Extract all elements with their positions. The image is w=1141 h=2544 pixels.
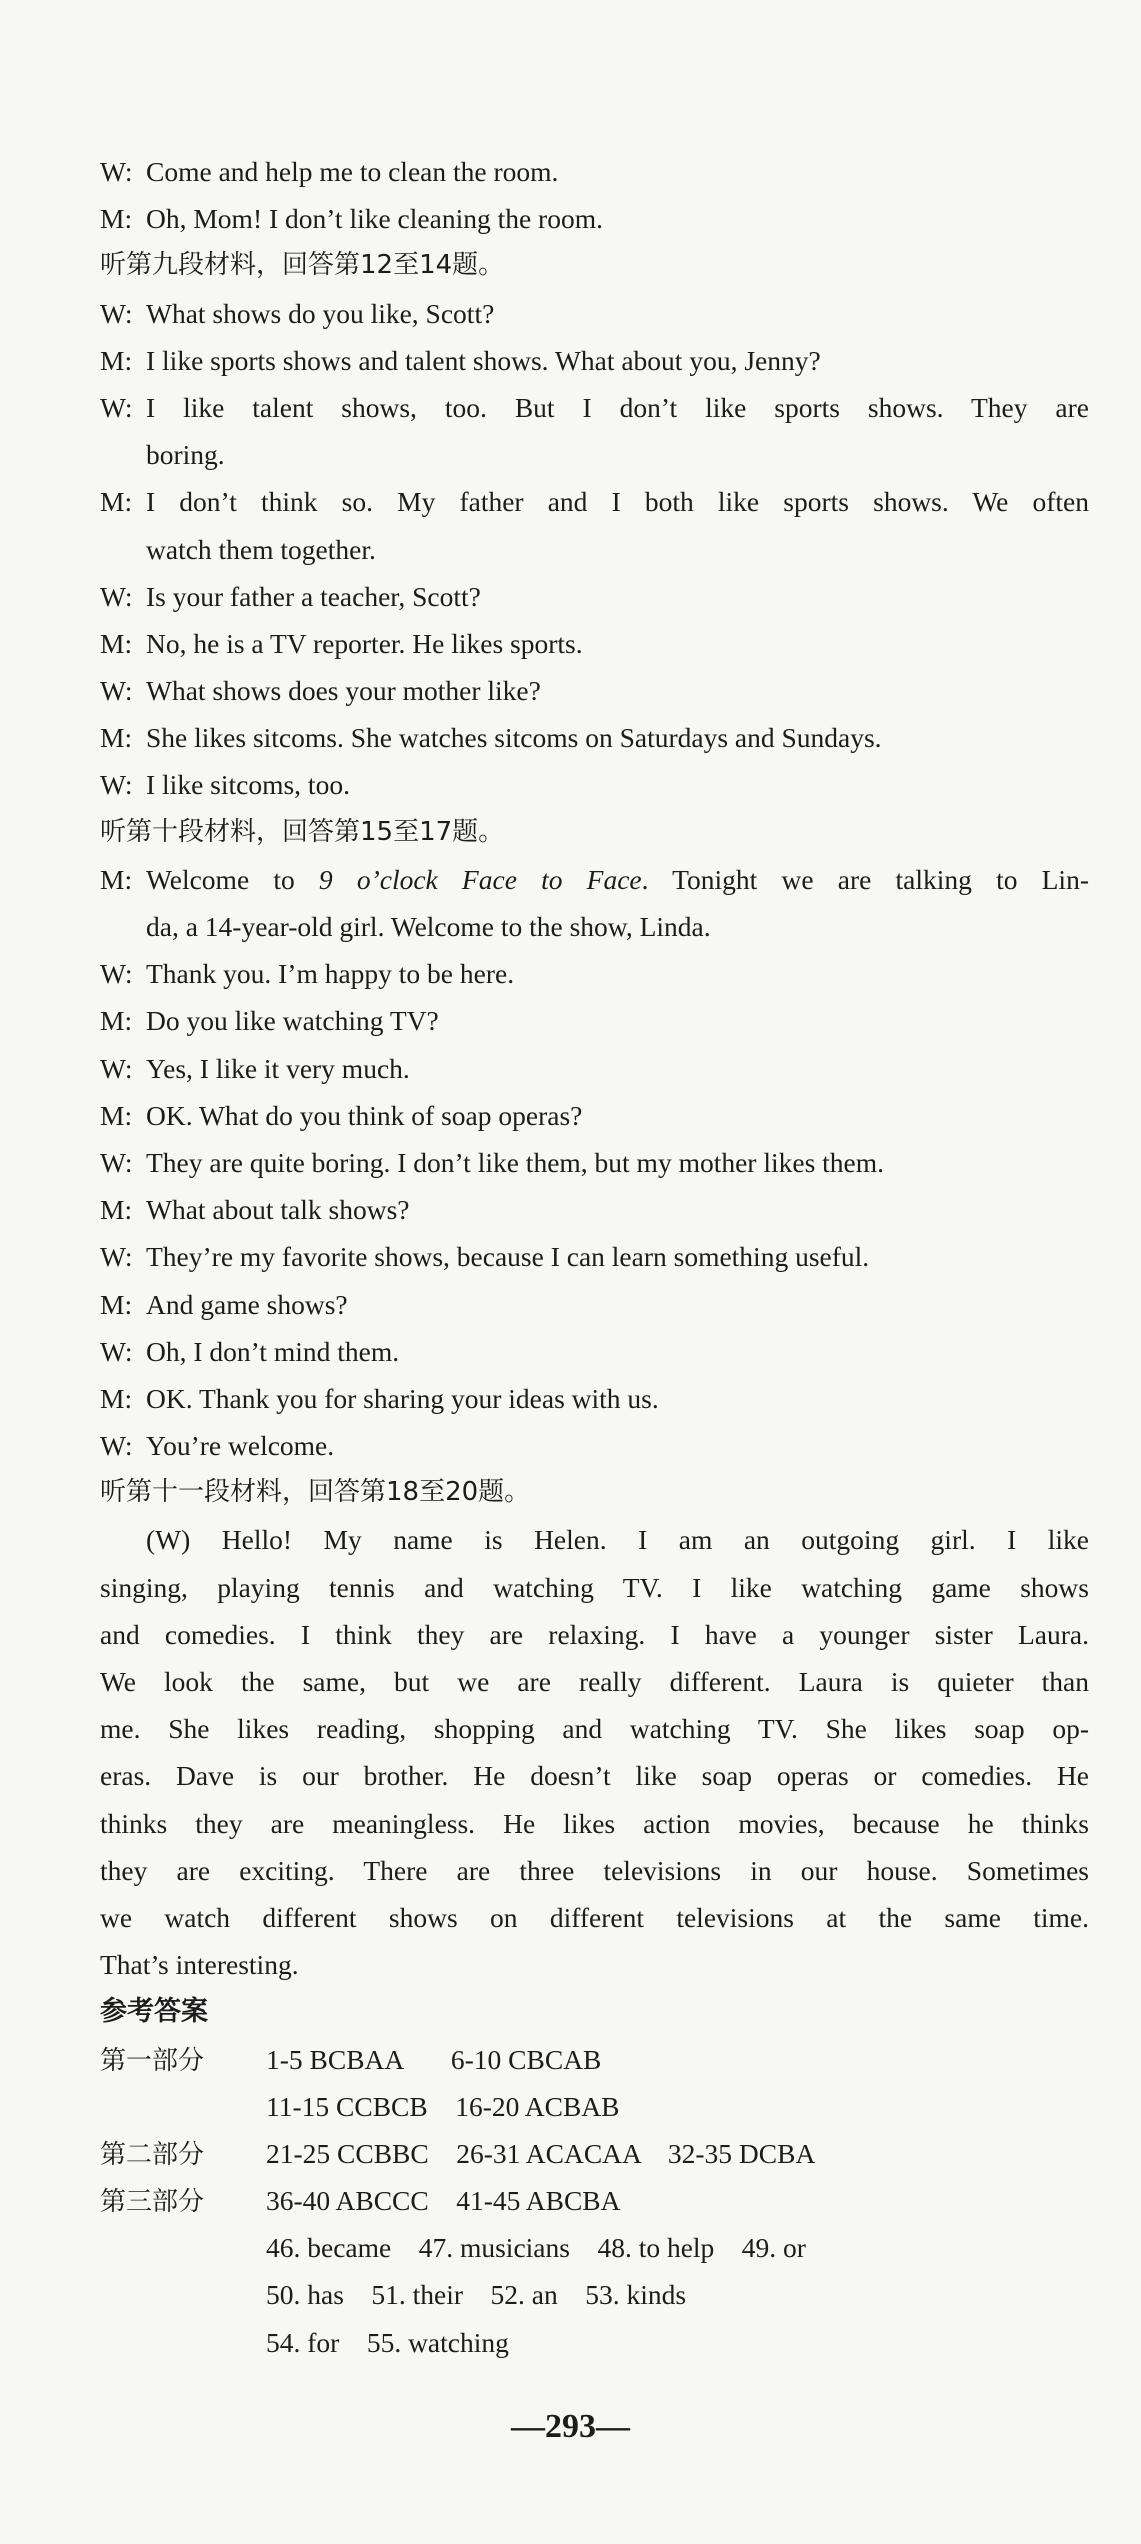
utterance: Do you like watching TV? [146, 1005, 439, 1037]
dialog-line [100, 1045, 1089, 1092]
utterance-continued: watch them together. [146, 533, 376, 565]
dialog-line [100, 1328, 1089, 1375]
speaker: M: [100, 1099, 133, 1131]
dialog-line [100, 195, 1089, 242]
answer-row [100, 2271, 1089, 2318]
utterance: Come and help me to clean the room. [146, 156, 559, 187]
speaker: M: [100, 722, 133, 754]
utterance-pre: Welcome to [146, 863, 319, 895]
speaker: M: [100, 627, 133, 659]
speaker: W: [100, 675, 133, 707]
utterance: And game shows? [146, 1288, 348, 1320]
utterance: She likes sitcoms. She watches sitcoms on Saturdays and Sundays. [146, 722, 882, 754]
section-heading-9: 听第九段材料，回答第12至14题。 [100, 250, 505, 281]
answer-row [100, 2130, 1089, 2177]
answer-values: 11-15 CCBCB 16-20 ACBAB [266, 2090, 620, 2122]
utterance: You’re welcome. [146, 1430, 335, 1462]
speaker: M: [100, 203, 133, 235]
dialog-line [100, 1375, 1089, 1422]
dialog-line [100, 478, 1089, 525]
speaker: M: [100, 1382, 133, 1414]
speaker: W: [100, 1335, 133, 1367]
dialog-line [100, 384, 1089, 431]
section-heading-10: 听第十段材料，回答第15至17题。 [100, 816, 505, 847]
passage-line: We look the same, but we are really different. Laura is quieter than [100, 1666, 1089, 1697]
answer-part-label: 第二部分 [100, 2139, 205, 2170]
passage-line: singing, playing tennis and watching TV. I like watching game shows [100, 1571, 1089, 1603]
utterance: What about talk shows? [146, 1194, 410, 1226]
utterance: What shows do you like, Scott? [146, 297, 495, 329]
utterance-continued: da, a 14-year-old girl. Welcome to the show, Linda. [146, 911, 711, 942]
answer-values: 54. for 55. watching [266, 2326, 509, 2358]
utterance: OK. Thank you for sharing your ideas with us. [146, 1382, 659, 1414]
utterance: What shows does your mother like? [146, 675, 541, 707]
speaker: M: [100, 344, 133, 376]
speaker: M: [100, 1194, 133, 1226]
utterance: I like talent shows, too. But I don’t like sports shows. They are [146, 391, 1089, 423]
speaker: W: [100, 1241, 133, 1273]
answer-values: 50. has 51. their 52. an 53. kinds [266, 2279, 687, 2311]
dialog-line [100, 1186, 1089, 1233]
speaker: W: [100, 297, 133, 329]
answer-row [100, 2319, 1089, 2366]
passage-line: (W) Hello! My name is Helen. I am an outgoing girl. I like [146, 1524, 1089, 1556]
speaker: W: [100, 769, 133, 801]
dialog-line [100, 714, 1089, 761]
passage-line: and comedies. I think they are relaxing. I have a younger sister Laura. [100, 1618, 1089, 1650]
utterance: OK. What do you think of soap operas? [146, 1099, 583, 1131]
utterance: I like sports shows and talent shows. What about you, Jenny? [146, 344, 821, 376]
utterance: They are quite boring. I don’t like them, but my mother likes them. [146, 1146, 885, 1178]
passage-line: That’s interesting. [100, 1949, 299, 1981]
utterance: Is your father a teacher, Scott? [146, 580, 481, 612]
answer-row [100, 2177, 1089, 2224]
speaker: M: [100, 1005, 133, 1037]
answer-row [100, 2224, 1089, 2271]
dialog-line [100, 1281, 1089, 1328]
dialog-line [100, 337, 1089, 384]
answer-row [100, 2036, 1089, 2083]
dialog-line [100, 1139, 1089, 1186]
utterance: They’re my favorite shows, because I can learn something useful. [146, 1241, 870, 1273]
utterance: Thank you. I’m happy to be here. [146, 958, 515, 990]
section-heading-11: 听第十一段材料，回答第18至20题。 [100, 1477, 531, 1508]
passage-line: me. She likes reading, shopping and watching TV. She likes soap op- [100, 1713, 1089, 1745]
passage-line: we watch different shows on different televisions at the same time. [100, 1901, 1089, 1933]
passage-line: thinks they are meaningless. He likes action movies, because he thinks [100, 1807, 1089, 1839]
dialog-line [100, 290, 1089, 337]
utterance: Oh, Mom! I don’t like cleaning the room. [146, 203, 603, 235]
utterance: Oh, I don’t mind them. [146, 1335, 400, 1367]
speaker: W: [100, 1052, 133, 1084]
utterance: No, he is a TV reporter. He likes sports. [146, 627, 583, 659]
speaker: M: [100, 863, 133, 895]
dialog-line [100, 997, 1089, 1044]
speaker: W: [100, 958, 133, 990]
answer-row [100, 2083, 1089, 2130]
utterance-continued: boring. [146, 439, 225, 471]
dialog-line [100, 148, 1089, 195]
utterance-post: . Tonight we are talking to Lin- [641, 863, 1089, 895]
dialog-line [100, 1092, 1089, 1139]
dialog-line [100, 620, 1089, 667]
dialog-line [100, 1233, 1089, 1280]
utterance: Yes, I like it very much. [146, 1052, 410, 1084]
speaker: W: [100, 156, 133, 187]
passage-line: eras. Dave is our brother. He doesn’t like soap operas or comedies. He [100, 1760, 1089, 1792]
speaker: W: [100, 580, 133, 612]
answer-values: 36-40 ABCCC 41-45 ABCBA [266, 2185, 621, 2217]
speaker: M: [100, 1288, 133, 1320]
answer-values: 21-25 CCBBC 26-31 ACACAA 32-35 DCBA [266, 2137, 816, 2169]
dialog-line [100, 667, 1089, 714]
dialog-line [100, 856, 1089, 903]
answers-title: 参考答案 [100, 1996, 208, 2028]
answer-values: 1-5 BCBAA 6-10 CBCAB [266, 2043, 602, 2075]
utterance: I don’t think so. My father and I both like sports shows. We often [146, 486, 1089, 518]
utterance: I like sitcoms, too. [146, 769, 350, 801]
answer-part-label: 第一部分 [100, 2045, 205, 2076]
speaker: M: [100, 486, 133, 518]
passage-line: they are exciting. There are three televisions in our house. Sometimes [100, 1854, 1089, 1886]
speaker: W: [100, 391, 133, 423]
answer-part-label: 第三部分 [100, 2187, 205, 2218]
dialog-line [100, 573, 1089, 620]
answer-values: 46. became 47. musicians 48. to help 49. or [266, 2232, 806, 2264]
speaker: W: [100, 1146, 133, 1178]
dialog-line [100, 761, 1089, 808]
page-number: —293— [511, 2408, 630, 2445]
dialog-line [100, 1422, 1089, 1469]
speaker: W: [100, 1430, 133, 1462]
show-title: 9 o’clock Face to Face [318, 863, 642, 895]
dialog-line [100, 950, 1089, 997]
utterance [146, 856, 1089, 903]
